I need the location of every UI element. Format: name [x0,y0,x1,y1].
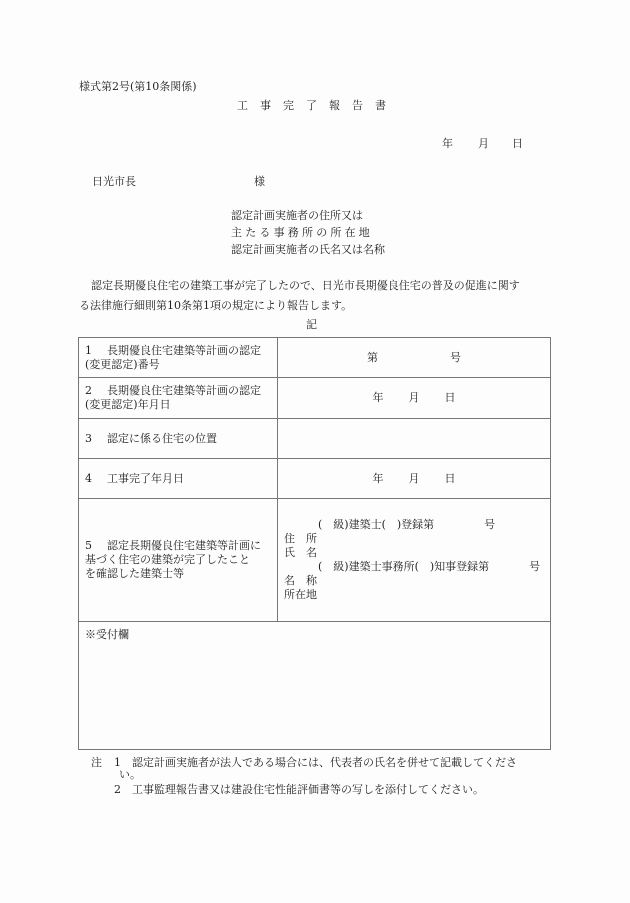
row-label-text: (変更認定)番号 [85,357,160,371]
office-location-label: 所在地 [284,588,317,601]
value-year: 年 [372,391,384,404]
row-number: 2 [85,384,92,397]
table-row [79,499,551,622]
table-row [79,338,551,378]
office-registration-suffix: 号 [529,560,541,573]
ki-label: 記 [306,318,317,331]
row2-label [79,378,278,419]
row-label-text: を確認した建築士等 [85,567,184,580]
date-month[interactable]: 月 [478,137,489,150]
note1-text: 認定計画実施者が法人である場合には、代表者の氏名を併せて記載してくださ [132,756,517,769]
row4-value[interactable] [278,459,551,499]
row3-value[interactable] [278,419,551,459]
note2-number: 2 [114,783,121,796]
title-char: 事 [260,99,271,112]
row-label-text: 認定長期優良住宅建築等計画に [107,539,261,552]
row1-label [79,338,278,378]
row-label-text: 長期優良住宅建築等計画の認定 [107,343,261,357]
office-name-label: 名 称 [284,574,317,587]
applicant-office-label: 主たる事務所の所在地 [231,226,373,239]
row-label-text: 工事完了年月日 [107,471,184,485]
reception-label: ※受付欄 [85,628,129,641]
row-label-text: 基づく住宅の建築が完了したこと [85,553,250,566]
row3-label [79,419,278,459]
table-row [79,622,551,750]
applicant-name-label: 認定計画実施者の氏名又は名称 [231,243,385,256]
architect-registration-suffix: 号 [484,518,496,531]
title-char: 工 [237,99,248,112]
architect-info[interactable] [278,499,551,622]
title-char: 告 [352,99,363,112]
row-number: 5 [85,539,92,552]
title-char: 完 [283,99,294,112]
notes-prefix: 注 [91,756,102,769]
row4-label [79,459,278,499]
table-row [79,459,551,499]
body-text-line2: る法律施行細則第10条第1項の規定により報告します。 [79,299,353,312]
architect-address-label: 住 所 [284,532,317,545]
title-char: 書 [375,99,386,112]
row5-label [79,499,278,622]
addressee-honorific: 様 [254,175,265,188]
table-row [79,419,551,459]
title-char: 了 [306,99,317,112]
value-prefix: 第 [367,350,378,364]
row2-value[interactable] [278,378,551,419]
value-day: 日 [444,471,456,485]
title-char: 報 [329,99,340,112]
reception-field[interactable] [79,622,551,750]
document-title [237,99,398,113]
applicant-address-label: 認定計画実施者の住所又は [231,209,363,222]
row-label-text: 認定に係る住宅の位置 [107,431,217,445]
architect-name-label: 氏 名 [284,546,317,559]
report-table [78,337,551,750]
row-number: 3 [85,431,92,445]
row-number: 4 [85,471,92,485]
value-suffix: 号 [450,350,461,364]
note1-text-cont: い。 [119,768,141,781]
value-month: 月 [408,471,420,485]
row-label-text: 長期優良住宅建築等計画の認定 [107,384,261,397]
addressee-name: 日光市長 [92,175,136,188]
date-day[interactable]: 日 [512,137,523,150]
table-row [79,378,551,419]
architect-registration: ( 級)建築士( )登録第 [318,518,435,531]
row1-value[interactable] [278,338,551,378]
value-year: 年 [372,471,384,485]
form-number: 様式第2号(第10条関係) [79,80,197,93]
value-day: 日 [444,391,456,404]
office-registration: ( 級)建築士事務所( )知事登録第 [318,560,490,573]
value-month: 月 [408,391,420,404]
row-number: 1 [85,343,92,357]
row-label-text: (変更認定)年月日 [85,398,171,411]
body-text-line1: 認定長期優良住宅の建築工事が完了したので、日光市長期優良住宅の普及の促進に関す [91,279,520,292]
note1-number: 1 [114,756,121,769]
date-year[interactable]: 年 [442,137,453,150]
note2-text: 工事監理報告書又は建設住宅性能評価書等の写しを添付してください。 [132,783,484,796]
